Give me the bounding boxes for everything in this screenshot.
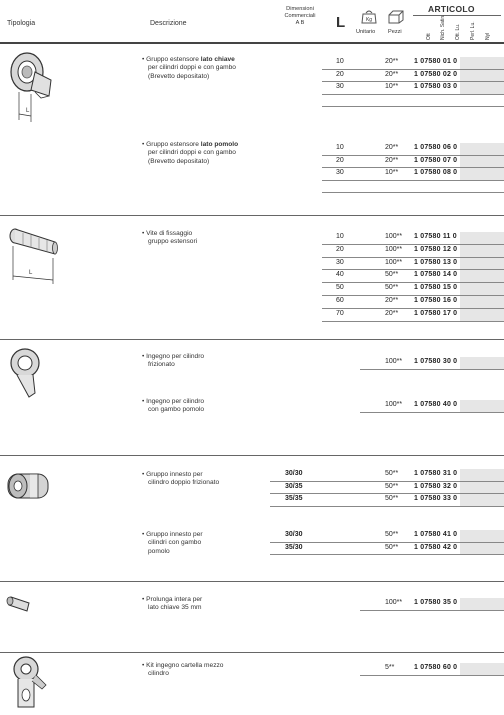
quantity: 20** xyxy=(385,70,399,78)
length-l: 20 xyxy=(336,245,344,253)
row-rule xyxy=(322,81,504,82)
quantity: 50** xyxy=(385,271,399,279)
description-line xyxy=(142,604,202,612)
article-code: 1 07580 31 0 xyxy=(414,470,458,477)
description-text: Ingegno per cilindro xyxy=(146,353,205,360)
description-line xyxy=(142,230,197,238)
row-rule xyxy=(322,282,504,283)
fig3-l-label: L xyxy=(29,270,33,276)
finish-cell-shade xyxy=(460,309,504,321)
description-text: con gambo pomolo xyxy=(148,406,205,414)
section-divider-1 xyxy=(0,215,504,216)
quantity: 20** xyxy=(385,144,399,151)
quantity: 100** xyxy=(385,258,403,266)
finish-cell-shade xyxy=(460,270,504,282)
row-rule xyxy=(270,554,504,555)
finish-cell-shade xyxy=(460,469,504,481)
bullet: • xyxy=(142,531,147,538)
quantity: 20** xyxy=(385,309,399,317)
dimension-ab: 30/35 xyxy=(285,482,303,490)
description-text: Gruppo innesto per xyxy=(146,471,203,478)
article-code: 1 07580 32 0 xyxy=(414,482,458,490)
finish-cell-shade xyxy=(460,143,504,155)
dimension-ab: 35/30 xyxy=(285,543,303,551)
bullet: • xyxy=(142,141,147,148)
row-rule xyxy=(322,269,504,270)
description-line xyxy=(142,531,203,539)
description-line xyxy=(142,596,202,604)
description-line xyxy=(142,670,223,678)
header-dimensioni xyxy=(278,6,322,27)
description-text: (Brevetto depositato) xyxy=(148,72,210,80)
bullet: • xyxy=(142,56,147,63)
quantity: 20** xyxy=(385,156,399,164)
finish-cell-shade xyxy=(460,543,504,555)
weight-icon xyxy=(361,10,377,24)
article-code: 1 07580 13 0 xyxy=(414,258,458,266)
quantity: 20** xyxy=(385,58,399,65)
dimension-ab: 30/30 xyxy=(285,470,303,477)
description-text: Prolunga intera per xyxy=(146,596,203,603)
finish-header-0: Ott xyxy=(426,33,432,40)
row-rule xyxy=(322,295,504,296)
description-text: per cilindri doppi e con gambo xyxy=(148,149,236,157)
cam-friction-figure xyxy=(5,345,50,405)
header-tipologia: Tipologia xyxy=(7,20,36,27)
description-s6 xyxy=(142,471,219,488)
header-dimensioni-line1: Dimensioni xyxy=(286,6,314,12)
description-line xyxy=(142,398,204,406)
length-l: 30 xyxy=(336,169,344,176)
row-rule xyxy=(270,542,504,543)
article-code: 1 07580 17 0 xyxy=(414,309,458,317)
row-rule-blank xyxy=(322,192,504,193)
finish-cell-shade xyxy=(460,598,504,610)
row-rule xyxy=(360,675,504,676)
quantity: 100** xyxy=(385,599,403,606)
description-line xyxy=(142,548,203,556)
article-code: 1 07580 40 0 xyxy=(414,401,458,408)
article-code: 1 07580 16 0 xyxy=(414,297,458,304)
description-s9 xyxy=(142,662,223,679)
description-line xyxy=(142,149,238,157)
description-text: pomolo xyxy=(148,547,170,555)
finish-cell-shade xyxy=(460,296,504,308)
half-cylinder-kit-figure xyxy=(6,655,51,715)
description-text: Gruppo estensore xyxy=(146,56,201,63)
quantity: 100** xyxy=(385,358,403,365)
row-rule xyxy=(360,610,504,611)
finish-header-4: Nyl xyxy=(485,32,491,40)
quantity: 50** xyxy=(385,470,399,477)
description-text: gruppo estensori xyxy=(148,238,198,246)
row-rule xyxy=(360,412,504,413)
article-code: 1 07580 01 0 xyxy=(414,58,458,65)
header-dimensioni-line3: A B xyxy=(295,20,305,26)
finish-cell-shade xyxy=(460,168,504,180)
description-text: Gruppo innesto per xyxy=(146,531,203,538)
length-l: 30 xyxy=(336,83,344,90)
header-descrizione: Descrizione xyxy=(150,20,187,27)
article-code: 1 07580 02 0 xyxy=(414,70,458,78)
description-s3 xyxy=(142,230,197,247)
row-rule xyxy=(322,94,504,95)
bullet: • xyxy=(142,230,147,237)
article-code: 1 07580 12 0 xyxy=(414,245,458,253)
finish-cell-shade xyxy=(460,530,504,542)
description-text: lato chiave 35 mm xyxy=(148,604,202,612)
description-line xyxy=(142,539,203,547)
description-s7 xyxy=(142,531,203,556)
description-line xyxy=(142,479,219,487)
finish-cell-shade xyxy=(460,156,504,168)
description-text: Kit ingegno cartella mezzo xyxy=(146,662,224,669)
dimension-ab: 30/30 xyxy=(285,531,303,538)
finish-cell-shade xyxy=(460,82,504,94)
description-text: cilindro doppio frizionato xyxy=(148,479,220,487)
length-l: 50 xyxy=(336,284,344,292)
kg-label: Kg xyxy=(365,17,373,23)
bullet: • xyxy=(142,398,147,405)
header-pezzi: Pezzi xyxy=(388,29,402,35)
article-code: 1 07580 41 0 xyxy=(414,531,458,538)
article-code: 1 07580 11 0 xyxy=(414,233,457,240)
quantity: 20** xyxy=(385,297,399,304)
article-code: 1 07580 30 0 xyxy=(414,358,458,365)
section-divider-5 xyxy=(0,652,504,653)
description-line xyxy=(142,238,197,246)
article-code: 1 07580 07 0 xyxy=(414,156,458,164)
row-rule xyxy=(322,155,504,156)
length-l: 70 xyxy=(336,309,344,317)
length-l: 30 xyxy=(336,258,344,266)
article-code: 1 07580 60 0 xyxy=(414,664,458,671)
description-text: per cilindri doppi e con gambo xyxy=(148,64,236,72)
finish-header-1: Nich. Satin. xyxy=(440,14,446,40)
fig1-l-label: L xyxy=(26,108,30,114)
article-code: 1 07580 42 0 xyxy=(414,543,458,551)
description-line xyxy=(142,141,238,149)
row-rule xyxy=(322,69,504,70)
row-rule xyxy=(322,308,504,309)
description-line xyxy=(142,662,223,670)
description-text: frizionato xyxy=(148,361,175,369)
quantity: 50** xyxy=(385,531,399,538)
quantity: 100** xyxy=(385,233,403,240)
section-divider-3 xyxy=(0,455,504,456)
length-l: 60 xyxy=(336,297,344,304)
row-rule xyxy=(270,481,504,482)
finish-cell-shade xyxy=(460,400,504,412)
finish-cell-shade xyxy=(460,245,504,257)
row-rule xyxy=(270,506,504,507)
description-s1 xyxy=(142,56,236,81)
section-divider-4 xyxy=(0,581,504,582)
box-icon xyxy=(388,10,404,24)
description-text: cilindri con gambo xyxy=(148,539,202,547)
description-line xyxy=(142,353,204,361)
bullet: • xyxy=(142,353,147,360)
quantity: 50** xyxy=(385,495,399,502)
row-rule xyxy=(322,167,504,168)
length-l: 10 xyxy=(336,233,344,240)
row-rule xyxy=(322,321,504,322)
header-articolo: ARTICOLO xyxy=(428,4,475,14)
quantity: 5** xyxy=(385,664,395,671)
description-bold-text: lato chiave xyxy=(200,56,235,63)
bullet: • xyxy=(142,596,147,603)
row-rule xyxy=(360,369,504,370)
finish-header-3: Perl. Lu. xyxy=(470,21,476,40)
description-s2 xyxy=(142,141,238,166)
description-text: cilindro xyxy=(148,670,169,678)
finish-header-2: Ott. Lu. xyxy=(455,23,461,40)
header-unitario: Unitario xyxy=(356,29,376,35)
finish-cell-shade xyxy=(460,232,504,244)
coupling-group-figure xyxy=(4,468,54,508)
description-text: Ingegno per cilindro xyxy=(146,398,205,405)
finish-cell-shade xyxy=(460,258,504,270)
row-rule xyxy=(322,244,504,245)
header-l: L xyxy=(336,14,346,31)
length-l: 10 xyxy=(336,58,344,65)
article-code: 1 07580 03 0 xyxy=(414,83,458,90)
extender-key-side-figure xyxy=(5,50,65,125)
article-code: 1 07580 35 0 xyxy=(414,599,458,606)
description-s5 xyxy=(142,398,204,415)
article-code: 1 07580 06 0 xyxy=(414,144,458,151)
bullet: • xyxy=(142,471,147,478)
section-divider-2 xyxy=(0,339,504,340)
article-code: 1 07580 33 0 xyxy=(414,495,458,502)
full-extension-figure xyxy=(7,593,37,613)
length-l: 10 xyxy=(336,144,344,151)
quantity: 10** xyxy=(385,83,399,90)
description-s8 xyxy=(142,596,202,613)
bullet: • xyxy=(142,662,147,669)
description-text: (Brevetto depositato) xyxy=(148,157,210,165)
finish-columns xyxy=(424,16,502,42)
description-line xyxy=(142,406,204,414)
description-line xyxy=(142,471,219,479)
fixing-screw-figure xyxy=(5,222,65,287)
quantity: 100** xyxy=(385,401,403,408)
description-line xyxy=(142,56,236,64)
finish-cell-shade xyxy=(460,283,504,295)
finish-cell-shade xyxy=(460,57,504,69)
length-l: 40 xyxy=(336,271,344,279)
row-rule xyxy=(322,257,504,258)
finish-cell-shade xyxy=(460,494,504,506)
quantity: 50** xyxy=(385,482,399,490)
row-rule xyxy=(322,180,504,181)
article-code: 1 07580 15 0 xyxy=(414,284,458,292)
description-text: Gruppo estensore xyxy=(146,141,201,148)
description-line xyxy=(142,158,238,166)
quantity: 100** xyxy=(385,245,403,253)
description-line xyxy=(142,361,204,369)
row-rule-blank xyxy=(322,106,504,107)
quantity: 50** xyxy=(385,543,399,551)
row-rule xyxy=(270,493,504,494)
header-dimensioni-line2: Commerciali xyxy=(284,13,316,19)
dimension-ab: 35/35 xyxy=(285,495,303,502)
quantity: 10** xyxy=(385,169,399,176)
description-text: Vite di fissaggio xyxy=(146,230,193,237)
finish-cell-shade xyxy=(460,482,504,494)
finish-cell-shade xyxy=(460,663,504,675)
article-code: 1 07580 14 0 xyxy=(414,271,458,279)
article-code: 1 07580 08 0 xyxy=(414,169,458,176)
header-bottom-rule xyxy=(0,42,504,44)
description-bold-text: lato pomolo xyxy=(200,141,239,148)
description-line xyxy=(142,73,236,81)
quantity: 50** xyxy=(385,284,399,292)
length-l: 20 xyxy=(336,70,344,78)
length-l: 20 xyxy=(336,156,344,164)
description-line xyxy=(142,64,236,72)
description-s4 xyxy=(142,353,204,370)
finish-cell-shade xyxy=(460,357,504,369)
finish-cell-shade xyxy=(460,70,504,82)
